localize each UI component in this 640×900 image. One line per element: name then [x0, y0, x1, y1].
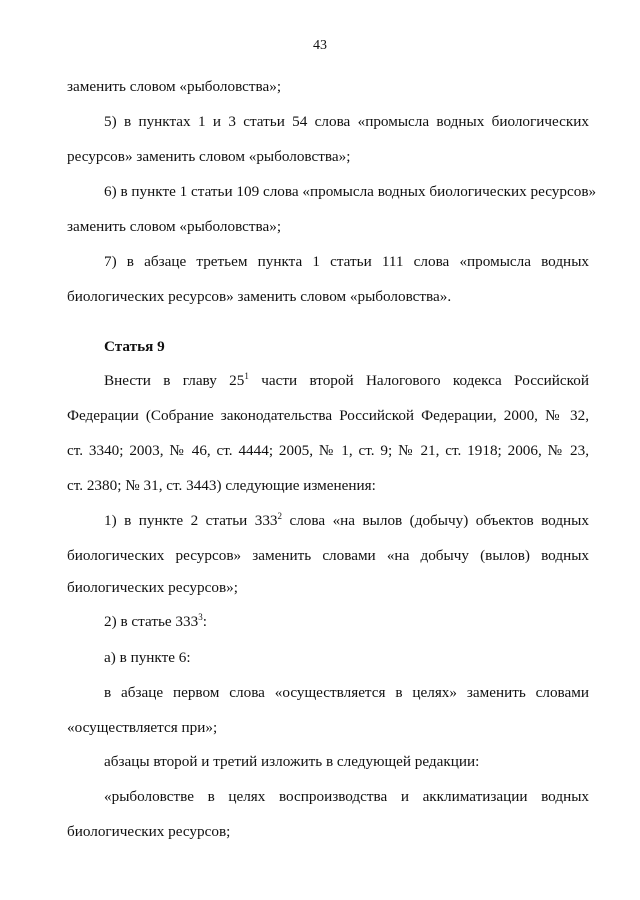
text-line: 2) в статье $333^3$:	[104, 612, 207, 630]
text-line: 7) в абзаце третьем пункта 1 статьи 111 слова «промысла водных	[104, 253, 589, 270]
text-line: биологических ресурсов» заменить словами «на добычу (вылов) водных	[67, 547, 589, 564]
text-line: заменить словом «рыболовства»;	[67, 218, 282, 235]
text-line: а) в пункте 6:	[104, 649, 191, 666]
text-line: 1) в пункте 2 статьи $333^2$ слова «на вылов (добычу) объектов водных	[104, 511, 589, 529]
text-line: биологических ресурсов;	[67, 823, 231, 840]
page-number: 43	[313, 38, 327, 53]
superscript: 1	[244, 371, 249, 381]
text-line: Федерации (Собрание законодательства Российской Федерации, 2000, № 32,	[67, 407, 589, 424]
text-line: биологических ресурсов» заменить словом «рыболовства».	[67, 288, 452, 305]
text-line: «рыболовстве в целях воспроизводства и акклиматизации водных	[104, 788, 589, 805]
text-line: 5) в пунктах 1 и 3 статьи 54 слова «промысла водных биологических	[104, 113, 589, 130]
text-line: 6) в пункте 1 статьи 109 слова «промысла водных биологических ресурсов»	[104, 183, 597, 200]
article-heading: Статья 9	[104, 338, 165, 355]
text-line: абзацы второй и третий изложить в следующей редакции:	[104, 753, 480, 770]
text-line: заменить словом «рыболовства»;	[67, 78, 282, 95]
superscript: 2	[277, 511, 283, 521]
text-line: Внести в главу $25^1$ части второй Налогового кодекса Российской	[104, 371, 589, 389]
text-line: в абзаце первом слова «осуществляется в целях» заменить словами	[104, 684, 589, 701]
superscript: 3	[198, 612, 203, 622]
text-line: ст. 2380; № 31, ст. 3443) следующие изменения:	[67, 477, 376, 494]
text-line: биологических ресурсов»;	[67, 579, 238, 596]
text-line: «осуществляется при»;	[67, 719, 218, 736]
text-line: ресурсов» заменить словом «рыболовства»;	[67, 148, 351, 165]
text-line: ст. 3340; 2003, № 46, ст. 4444; 2005, № 1, ст. 9; № 21, ст. 1918; 2006, № 23,	[67, 442, 589, 459]
